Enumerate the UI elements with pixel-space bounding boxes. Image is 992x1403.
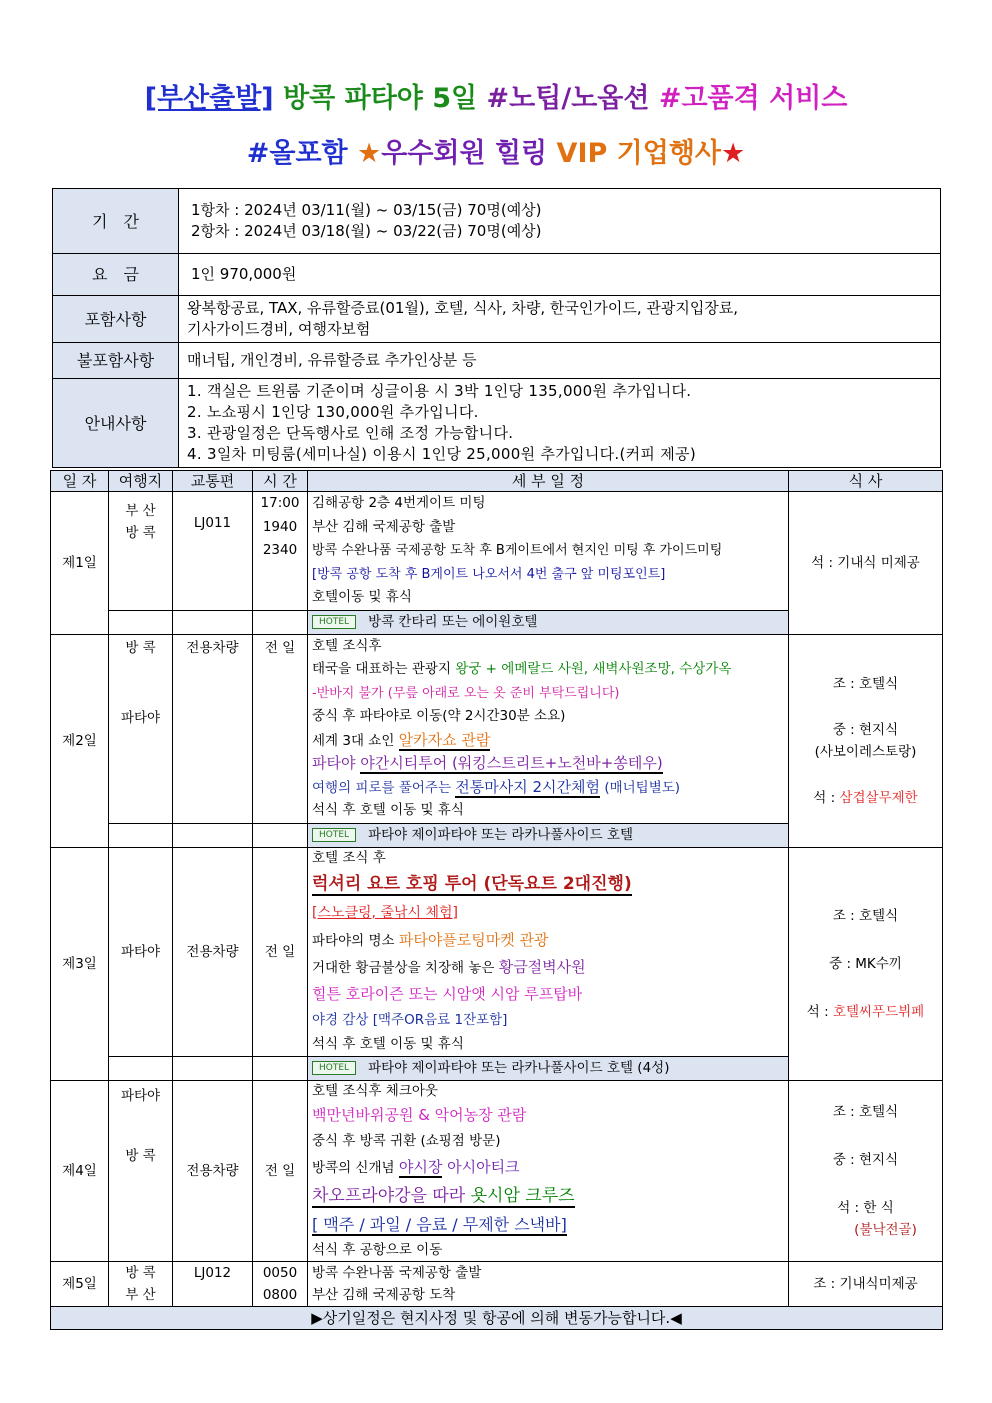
title-line-2 bbox=[0, 131, 992, 170]
day4-meal bbox=[789, 1080, 943, 1261]
day3-line-2 bbox=[312, 869, 784, 900]
empty-cell bbox=[173, 1056, 253, 1080]
day2-meal-4a: 석 : bbox=[813, 789, 840, 806]
day2-hotel bbox=[308, 823, 789, 847]
day2-line-7a: 여행의 피로를 풀어주는 bbox=[312, 779, 456, 796]
day2-line-7b: 전통마사지 2시간체험 bbox=[455, 777, 601, 796]
included-1: 왕복항공료, TAX, 유류할증료(01월), 호텔, 식사, 차량, 한국인가이드, 관광지입장료, bbox=[187, 299, 739, 317]
day5-detail bbox=[308, 1261, 789, 1306]
day1-line-5: 호텔이동 및 휴식 bbox=[312, 589, 412, 605]
day4-line-4 bbox=[312, 1153, 784, 1181]
day3-place: 파타야 bbox=[109, 847, 173, 1056]
period-1: 1항차 : 2024년 03/11(월) ~ 03/15(금) 70명(예상) bbox=[191, 201, 542, 219]
day4-meal-2: 중 : 현지식 bbox=[832, 1151, 899, 1168]
day3-line-6: 힐튼 호라이즌 또는 시암앳 시암 루프탑바 bbox=[312, 984, 583, 1003]
day3-hotel bbox=[308, 1056, 789, 1080]
day4-line-5 bbox=[312, 1181, 784, 1211]
day4-transport: 전용차량 bbox=[173, 1080, 253, 1261]
schedule-table bbox=[50, 470, 943, 1330]
day5-line-1: 방콕 수완나품 국제공항 출발 bbox=[312, 1264, 482, 1281]
period-2: 2항차 : 2024년 03/18(월) ~ 03/22(금) 70명(예상) bbox=[191, 222, 542, 240]
day2-detail bbox=[308, 634, 789, 823]
day4-label: 제4일 bbox=[51, 1080, 109, 1261]
day2-transport: 전용차량 bbox=[173, 634, 253, 823]
day4-place-1: 파타야 bbox=[120, 1087, 161, 1104]
star-icon: ★ bbox=[357, 138, 382, 169]
day3-line-4b: 파타야플로팅마켓 관광 bbox=[398, 930, 549, 949]
day3-meal-1: 조 : 호텔식 bbox=[832, 907, 899, 924]
day1-line-3: 방콕 수완나품 국제공항 도착 후 B게이트에서 현지인 미팅 후 가이드미팅 bbox=[312, 543, 723, 558]
title-healing: 우수회원 힐링 bbox=[381, 138, 557, 169]
hotel-icon: HOTEL bbox=[312, 1061, 356, 1075]
day3-line-5a: 거대한 황금불상을 치장해 놓은 bbox=[312, 959, 499, 976]
header-time: 시 간 bbox=[253, 471, 308, 492]
day1-line-4: [방콕 공항 도착 후 B게이트 나오서서 4번 출구 앞 미팅포인트] bbox=[312, 566, 666, 582]
hashtag-allinclusive: #올포함 bbox=[246, 138, 358, 169]
day4-meal-1: 조 : 호텔식 bbox=[832, 1103, 899, 1120]
price-label: 요 금 bbox=[53, 254, 179, 296]
day4-place-2: 방 콕 bbox=[125, 1147, 156, 1164]
day4-line-6 bbox=[312, 1211, 784, 1239]
day1-transport: LJ011 bbox=[173, 492, 253, 611]
day1-time-2: 1940 bbox=[262, 518, 298, 535]
day3-row bbox=[51, 847, 943, 1056]
day4-line-2: 백만년바위공원 & 악어농장 관람 bbox=[312, 1105, 527, 1124]
day2-line-5 bbox=[312, 729, 784, 753]
day2-line-6b: 야간시티투어 (워킹스트리트+노천바+쏭테우) bbox=[360, 754, 663, 772]
day2-line-6 bbox=[312, 752, 784, 776]
empty-cell bbox=[109, 610, 173, 634]
header-meal: 식 사 bbox=[789, 471, 943, 492]
day3-label: 제3일 bbox=[51, 847, 109, 1080]
day4-time: 전 일 bbox=[253, 1080, 308, 1261]
day1-hotel-name: 방콕 칸타리 또는 에이원호텔 bbox=[368, 614, 538, 630]
hashtag-service: #고품격 서비스 bbox=[658, 83, 848, 114]
day4-line-3: 중식 후 방콕 귀환 (쇼핑점 방문) bbox=[312, 1132, 501, 1149]
period-label: 기 간 bbox=[53, 189, 179, 254]
empty-cell bbox=[109, 1056, 173, 1080]
departure-tag: [부산출발] bbox=[144, 83, 274, 114]
day2-line-4: 중식 후 파타야로 이동(약 2시간30분 소요) bbox=[312, 708, 566, 724]
day1-place bbox=[109, 492, 173, 611]
day4-meal-4: (불낙전골) bbox=[854, 1221, 917, 1238]
day1-meal: 석 : 기내식 미제공 bbox=[789, 492, 943, 635]
day4-line-5b: 욧시암 크루즈 bbox=[470, 1185, 575, 1206]
day1-row bbox=[51, 492, 943, 611]
day2-line-3: -반바지 불가 (무릎 아래로 오는 옷 준비 부탁드립니다) bbox=[312, 685, 620, 701]
empty-cell bbox=[173, 823, 253, 847]
note-2: 2. 노쇼핑시 1인당 130,000원 추가입니다. bbox=[187, 403, 479, 421]
empty-cell bbox=[109, 823, 173, 847]
empty-cell bbox=[253, 1056, 308, 1080]
day2-place bbox=[109, 634, 173, 823]
day1-label: 제1일 bbox=[51, 492, 109, 635]
day1-line-1: 김해공항 2층 4번게이트 미팅 bbox=[312, 495, 486, 511]
price-value: 1인 970,000원 bbox=[179, 254, 941, 296]
hotel-icon: HOTEL bbox=[312, 615, 356, 629]
note-3: 3. 관광일정은 단독행사로 인해 조정 가능합니다. bbox=[187, 424, 514, 442]
day5-time-2: 0800 bbox=[262, 1286, 298, 1303]
day2-line-5a: 세계 3대 쇼인 bbox=[312, 732, 399, 749]
day3-line-1: 호텔 조식 후 bbox=[312, 849, 386, 866]
day2-line-8: 석식 후 호텔 이동 및 휴식 bbox=[312, 802, 464, 818]
notes-label: 안내사항 bbox=[53, 379, 179, 468]
day3-time: 전 일 bbox=[253, 847, 308, 1056]
day2-meal-2: 중 : 현지식 bbox=[832, 721, 899, 738]
day2-line-6a: 파타야 bbox=[312, 754, 361, 772]
header-detail: 세 부 일 정 bbox=[308, 471, 789, 492]
day1-line-2: 부산 김해 국제공항 출발 bbox=[312, 518, 456, 535]
day3-line-3: [스노클링, 줄낚시 체험] bbox=[312, 904, 458, 921]
day1-time bbox=[253, 492, 308, 611]
note-4: 4. 3일차 미팅룸(세미나실) 이용시 1인당 25,000원 추가입니다.(커피 제공) bbox=[187, 445, 696, 463]
day1-place-1: 부 산 bbox=[125, 503, 156, 519]
day1-place-2: 방 콕 bbox=[125, 525, 156, 541]
day5-label: 제5일 bbox=[51, 1261, 109, 1306]
day2-line-2 bbox=[312, 658, 784, 682]
note-1: 1. 객실은 트윈룸 기준이며 싱글이용 시 3박 1인당 135,000원 추가입니다. bbox=[187, 382, 692, 400]
day2-line-1: 호텔 조식후 bbox=[312, 637, 382, 654]
day5-place bbox=[109, 1261, 173, 1306]
day4-line-7: 석식 후 공항으로 이동 bbox=[312, 1241, 443, 1258]
included-value bbox=[179, 296, 941, 343]
star-icon: ★ bbox=[721, 138, 746, 169]
day2-row bbox=[51, 634, 943, 823]
day2-meal-4 bbox=[793, 787, 938, 809]
hotel-icon: HOTEL bbox=[312, 828, 356, 842]
empty-cell bbox=[253, 610, 308, 634]
info-table bbox=[52, 188, 941, 468]
day4-line-6-text: [ 맥주 / 과일 / 음료 / 무제한 스낵바] bbox=[312, 1214, 567, 1234]
day1-time-3: 2340 bbox=[262, 542, 298, 558]
day3-line-5 bbox=[312, 954, 784, 981]
day5-row bbox=[51, 1261, 943, 1306]
day5-place-1: 방 콕 bbox=[125, 1264, 156, 1281]
notes-value bbox=[179, 379, 941, 468]
title-destination: 방콕 파타야 5일 bbox=[273, 83, 487, 114]
day5-time bbox=[253, 1261, 308, 1306]
day5-time-1: 0050 bbox=[262, 1264, 298, 1281]
day4-place bbox=[109, 1080, 173, 1261]
header-place: 여행지 bbox=[109, 471, 173, 492]
day2-meal bbox=[789, 634, 943, 847]
day3-line-4a: 파타야의 명소 bbox=[312, 932, 399, 949]
title-vip: VIP 기업행사 bbox=[556, 138, 722, 169]
day4-detail bbox=[308, 1080, 789, 1261]
day4-line-4b: 야시장 bbox=[398, 1157, 443, 1176]
excluded-label: 불포함사항 bbox=[53, 343, 179, 379]
day2-label: 제2일 bbox=[51, 634, 109, 847]
day5-meal: 조 : 기내식미제공 bbox=[789, 1261, 943, 1306]
day3-meal bbox=[789, 847, 943, 1080]
day2-hotel-name: 파타야 제이파타야 또는 라카나풀사이드 호텔 bbox=[368, 827, 634, 843]
empty-cell bbox=[173, 610, 253, 634]
excluded-value: 매너팁, 개인경비, 유류할증료 추가인상분 등 bbox=[179, 343, 941, 379]
day2-line-7 bbox=[312, 776, 784, 800]
title-line-1 bbox=[0, 76, 992, 115]
period-value bbox=[179, 189, 941, 254]
day3-line-2-text: 럭셔리 요트 호핑 투어 (단독요트 2대진행) bbox=[312, 873, 632, 894]
day3-hotel-name: 파타야 제이파타야 또는 라카나풀사이드 호텔 (4성) bbox=[368, 1060, 670, 1076]
day5-place-2: 부 산 bbox=[125, 1286, 156, 1303]
day2-meal-3: (사보이레스토랑) bbox=[814, 743, 917, 760]
header-transport: 교통편 bbox=[173, 471, 253, 492]
day5-line-2: 부산 김해 국제공항 도착 bbox=[312, 1286, 456, 1303]
day2-line-2b: 왕궁 + 에메랄드 사원, 새벽사원조망, 수상가옥 bbox=[455, 661, 732, 677]
empty-cell bbox=[253, 823, 308, 847]
day3-line-7: 야경 감상 [맥주OR음료 1잔포함] bbox=[312, 1011, 508, 1028]
day3-line-4 bbox=[312, 927, 784, 954]
day2-line-7c: (매너팁별도) bbox=[600, 779, 681, 796]
day2-line-5b: 알카자쇼 관람 bbox=[398, 730, 491, 749]
hashtag-notip: #노팁/노옵션 bbox=[486, 83, 659, 114]
day4-line-1: 호텔 조식후 체크아웃 bbox=[312, 1082, 438, 1099]
day2-meal-4b: 삼겹살무제한 bbox=[839, 789, 918, 806]
day3-meal-3a: 석 : bbox=[806, 1003, 833, 1020]
day3-detail bbox=[308, 847, 789, 1056]
day3-meal-3b: 호텔씨푸드뷔페 bbox=[832, 1003, 925, 1020]
day4-line-4c: 아시아티크 bbox=[442, 1157, 520, 1176]
header-day: 일 자 bbox=[51, 471, 109, 492]
day4-row bbox=[51, 1080, 943, 1261]
day3-line-5b: 황금절벽사원 bbox=[498, 957, 586, 976]
day2-meal-1: 조 : 호텔식 bbox=[832, 675, 899, 692]
day2-place-2: 파타야 bbox=[120, 709, 161, 726]
day4-line-4a: 방콕의 신개념 bbox=[312, 1159, 399, 1176]
day1-hotel bbox=[308, 610, 789, 634]
day4-line-5a: 차오프라야강을 따라 bbox=[312, 1185, 471, 1206]
day4-meal-3: 석 : 한 식 bbox=[837, 1199, 894, 1216]
day2-line-2a: 태국을 대표하는 관광지 bbox=[312, 661, 456, 677]
schedule-footer-note: ▶상기일정은 현지사정 및 항공에 의해 변동가능합니다.◀ bbox=[51, 1306, 943, 1329]
day2-place-1: 방 콕 bbox=[125, 639, 156, 656]
included-label: 포함사항 bbox=[53, 296, 179, 343]
day3-transport: 전용차량 bbox=[173, 847, 253, 1056]
day5-transport: LJ012 bbox=[173, 1261, 253, 1306]
day3-line-8: 석식 후 호텔 이동 및 휴식 bbox=[312, 1035, 464, 1052]
day1-time-1: 17:00 bbox=[260, 495, 300, 511]
day2-time: 전 일 bbox=[253, 634, 308, 823]
day3-meal-3 bbox=[793, 1001, 938, 1023]
day1-detail bbox=[308, 492, 789, 611]
included-2: 기사가이드경비, 여행자보험 bbox=[187, 320, 371, 338]
day3-meal-2: 중 : MK수끼 bbox=[829, 955, 902, 972]
